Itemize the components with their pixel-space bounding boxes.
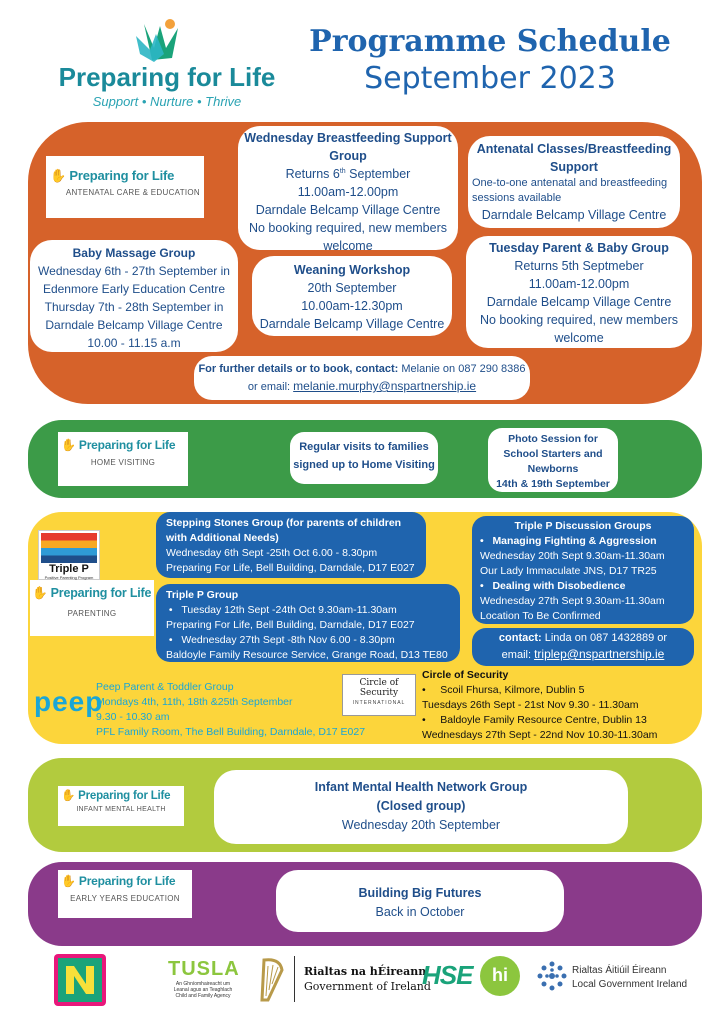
- cos-b1-line-1: Tuesdays 26th Sept - 21st Nov 9.30 - 11.30am: [422, 699, 639, 711]
- logo-sub: ANTENATAL CARE & EDUCATION: [65, 188, 200, 197]
- triplep-bullet-1-loc: Preparing For Life, Bell Building, Darndale, D17 E027: [166, 619, 415, 631]
- stepping-stones-box: [156, 512, 426, 578]
- imh-card: [214, 770, 628, 844]
- stepping-line-1: Wednesday 6th Sept -25th Oct 6.00 - 8.30pm: [166, 547, 378, 559]
- title-line-2: September 2023: [364, 61, 616, 96]
- weaning-time: 10.00am-12.30pm: [301, 299, 403, 313]
- tusla-sub-2: Leanaí agus an Teaghlach: [173, 987, 233, 993]
- breastfeeding-note: No booking required, new members welcome: [248, 221, 448, 253]
- photo-session-card: [488, 428, 618, 492]
- home-visits-card: [290, 432, 438, 484]
- discussion-bullet-2: Dealing with Disobedience: [492, 580, 626, 592]
- discussion-b1-line-2: Our Lady Immaculate JNS, D17 TR25: [480, 565, 657, 577]
- logo-name: Preparing for Life: [78, 874, 176, 888]
- triplep-bullet-2-loc: Baldoyle Family Resource Service, Grange Road, D13 TE80: [166, 649, 448, 661]
- early-years-title: Building Big Futures: [358, 886, 482, 900]
- hi-wordmark: hi: [492, 965, 508, 985]
- cos-b2-line-1: Wednesdays 27th Sept - 22nd Nov 10.30-11.30am: [422, 729, 658, 741]
- breastfeeding-card: [238, 126, 458, 253]
- discussion-groups-box: Triple P Discussion Groups • Managing Fighting & Aggression Wednesday 20th Sept 9.30am-11.30am Our Lady Immaculate JNS, D17 TR25 • Dealing with Disobedience Wednesday 27th Sept 9.30am-11.30am Location To Be Confirmed: [472, 516, 694, 624]
- lgi-dots-icon: [536, 960, 568, 992]
- breastfeeding-date: Returns 6th September: [285, 167, 411, 181]
- contact-email-link[interactable]: triplep@nspartnership.ie: [534, 647, 665, 661]
- classes-venue: Darndale Belcamp Village Centre: [481, 208, 667, 222]
- peep-line-2: 9.30 - 10.30 am: [96, 711, 170, 723]
- hse-logo: HSE: [422, 960, 473, 990]
- hand-icon: [130, 14, 186, 64]
- tuesday-title: Tuesday Parent & Baby Group: [489, 241, 669, 255]
- massage-title: Baby Massage Group: [72, 246, 196, 260]
- n-logo-mark: [54, 954, 106, 1006]
- hand-icon: ✋: [61, 874, 76, 888]
- early-years-date: Back in October: [375, 905, 465, 919]
- triple-p-wordmark: Triple P: [49, 563, 89, 575]
- logo-name: Preparing for Life: [50, 586, 152, 600]
- contact-or: or email:: [247, 381, 291, 393]
- contact-label: For further details or to book, contact:: [198, 363, 399, 375]
- tuesday-time: 11.00am-12.00pm: [528, 277, 630, 291]
- classes-desc: One-to-one antenatal and breastfeeding sessions available: [472, 177, 668, 204]
- triplep-bullet-2: Wednesday 27th Sept -8th Nov 6.00 - 8.30pm: [181, 634, 395, 646]
- imh-title-1: Infant Mental Health Network Group: [314, 780, 528, 794]
- discussion-b1-line-1: Wednesday 20th Sept 9.30am-11.30am: [480, 550, 665, 562]
- classes-title: Antenatal Classes/Breastfeeding Support: [476, 142, 672, 174]
- peep-line-1: Mondays 4th, 11th, 18th &25th September: [96, 696, 293, 708]
- circle-of-security-details: Circle of Security • Scoil Fhursa, Kilmore, Dublin 5 Tuesdays 26th Sept - 21st Nov 9.30 - 11.30am • Baldoyle Family Resource Centre, Dublin 13 Wednesdays 27th Sept - 22nd Nov 10.30-11.30am: [422, 668, 698, 743]
- gov-divider: [294, 956, 295, 1002]
- page-title: [290, 24, 690, 96]
- hand-icon: ✋: [61, 438, 76, 452]
- logo-sub: EARLY YEARS EDUCATION: [70, 894, 180, 903]
- cos-bullet-1: Scoil Fhursa, Kilmore, Dublin 5: [440, 684, 585, 696]
- lgi-line-2: Local Government Ireland: [572, 979, 688, 990]
- contact-name: Linda on 087 1432889 or: [544, 632, 668, 644]
- contact-email-label: email:: [501, 649, 532, 661]
- early-years-logo: [58, 870, 192, 918]
- weaning-card: [252, 256, 452, 336]
- parenting-logo: [30, 580, 154, 636]
- early-years-card: [276, 870, 564, 932]
- hand-icon: ✋: [32, 586, 48, 600]
- title-line-1: Programme Schedule: [309, 24, 671, 59]
- contact-name: Melanie on 087 290 8386: [401, 363, 526, 375]
- home-visits-text: Regular visits to families signed up to Home Visiting: [293, 441, 435, 471]
- logo-name: Preparing for Life: [78, 790, 171, 802]
- breastfeeding-title: Wednesday Breastfeeding Support Group: [244, 131, 452, 163]
- cos-title: Circle of Security: [422, 669, 509, 681]
- tusla-logo: [168, 958, 238, 999]
- parenting-contact-box: [472, 628, 694, 666]
- hand-icon: ✋: [61, 790, 76, 802]
- imh-title-2: (Closed group): [376, 799, 466, 813]
- massage-line-2: Edenmore Early Education Centre: [42, 282, 226, 296]
- n-logo: [54, 954, 106, 1006]
- discussion-b2-line-2: Location To Be Confirmed: [480, 610, 601, 622]
- peep-logo: peep: [34, 686, 104, 717]
- gov-line-2: Government of Ireland: [304, 980, 431, 993]
- lgi-logo: [572, 964, 687, 992]
- logo-name: Preparing for Life: [78, 438, 176, 452]
- antenatal-contact: [194, 356, 530, 400]
- photo-session-dates: 14th & 19th September: [496, 478, 610, 490]
- cos-wordmark: Circle of Security: [359, 678, 399, 698]
- weaning-date: 20th September: [307, 281, 397, 295]
- tusla-sub-1: An Ghníomhaireacht um: [175, 981, 231, 987]
- massage-line-5: 10.00 - 11.15 a.m: [87, 336, 181, 350]
- stepping-line-2: Preparing For Life, Bell Building, Darndale, D17 E027: [166, 562, 415, 574]
- discussion-title: Triple P Discussion Groups: [514, 520, 652, 532]
- tuesday-card: [466, 236, 692, 348]
- stepping-title: Stepping Stones Group (for parents of children with Additional Needs): [166, 517, 402, 544]
- massage-line-3: Thursday 7th - 28th September in: [44, 300, 224, 314]
- massage-line-4: Darndale Belcamp Village Centre: [45, 318, 223, 332]
- logo-sub: INFANT MENTAL HEALTH: [76, 806, 166, 813]
- triple-p-group-box: Triple P Group • Tuesday 12th Sept -24th Oct 9.30am-11.30am Preparing For Life, Bell Building, Darndale, D17 E027 • Wednesday 27th Sept -8th Nov 6.00 - 8.30pm Baldoyle Family Resource Service, Grange Road, D13 TE80: [156, 584, 460, 662]
- breastfeeding-time: 11.00am-12.00pm: [297, 185, 399, 199]
- peep-line-3: PFL Family Room, The Bell Building, Darndale, D17 E027: [96, 726, 366, 738]
- cos-bullet-2: Baldoyle Family Resource Centre, Dublin 13: [440, 714, 647, 726]
- harp-icon: [256, 956, 286, 1004]
- gov-ireland-logo: [304, 964, 431, 994]
- photo-session-title: Photo Session for School Starters and Newborns: [503, 433, 603, 475]
- tuesday-note: No booking required, new members welcome: [479, 313, 679, 345]
- massage-line-1: Wednesday 6th - 27th September in: [38, 264, 230, 278]
- classes-card: [468, 136, 680, 228]
- tuesday-date: Returns 5th Septmeber: [514, 259, 644, 273]
- massage-card: [30, 240, 238, 352]
- weaning-venue: Darndale Belcamp Village Centre: [259, 317, 445, 331]
- peep-title: Peep Parent & Toddler Group: [96, 681, 234, 693]
- logo-sub: HOME VISITING: [90, 458, 156, 467]
- antenatal-logo: [46, 156, 204, 218]
- weaning-title: Weaning Workshop: [293, 263, 411, 277]
- circle-of-security-logo: [342, 674, 416, 716]
- hi-logo: [480, 956, 520, 996]
- triple-p-sub: Positive Parenting Program: [44, 575, 94, 580]
- tusla-wordmark: TUSLA: [168, 958, 240, 980]
- hand-icon: ✋: [50, 168, 66, 183]
- tusla-sub-3: Child and Family Agency: [175, 993, 231, 999]
- logo-tagline: Support • Nurture • Thrive: [92, 94, 242, 109]
- triplep-bullet-1: Tuesday 12th Sept -24th Oct 9.30am-11.30am: [181, 604, 397, 616]
- logo-name: Preparing for Life: [69, 168, 175, 183]
- logo-wordmark: Preparing for Life: [58, 62, 276, 92]
- header-logo: [52, 14, 282, 110]
- logo-sub: PARENTING: [67, 609, 117, 618]
- gov-line-1: Rialtas na hÉireann: [304, 965, 427, 978]
- cos-sub: INTERNATIONAL: [352, 700, 406, 706]
- triplep-title: Triple P Group: [166, 589, 239, 601]
- contact-label: contact:: [498, 632, 542, 644]
- contact-email-link[interactable]: melanie.murphy@nspartnership.ie: [293, 379, 477, 393]
- discussion-b2-line-1: Wednesday 27th Sept 9.30am-11.30am: [480, 595, 665, 607]
- triple-p-logo: [38, 530, 100, 580]
- home-visiting-logo: [58, 432, 188, 486]
- breastfeeding-venue: Darndale Belcamp Village Centre: [255, 203, 441, 217]
- lgi-line-1: Rialtas Áitiúil Éireann: [572, 965, 667, 976]
- imh-logo: [58, 786, 184, 826]
- tuesday-venue: Darndale Belcamp Village Centre: [486, 295, 672, 309]
- discussion-bullet-1: Managing Fighting & Aggression: [492, 535, 657, 547]
- imh-date: Wednesday 20th September: [341, 818, 501, 832]
